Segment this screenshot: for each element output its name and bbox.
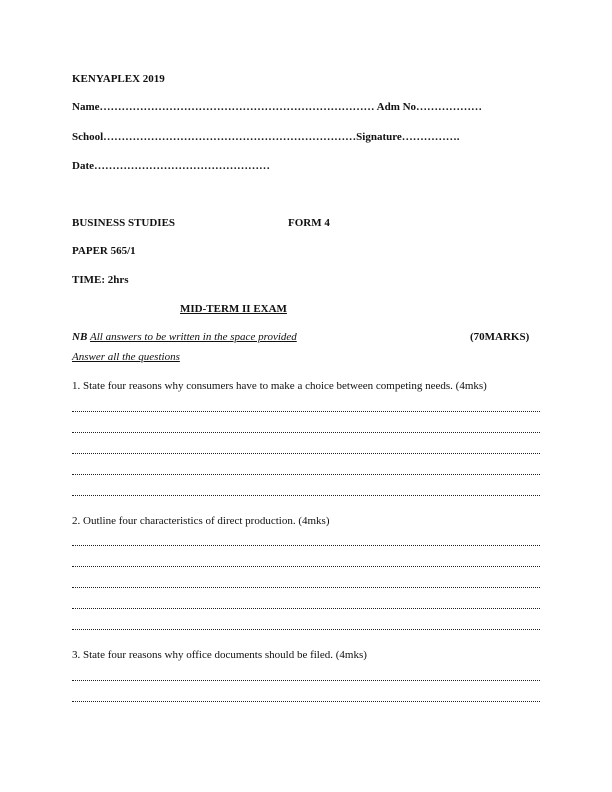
- answer-line[interactable]: [72, 411, 540, 412]
- nb-instruction: [72, 331, 297, 343]
- exam-title: MID-TERM II EXAM: [180, 303, 287, 315]
- answer-line[interactable]: [72, 680, 540, 681]
- nb-text: All answers to be written in the space provided: [90, 331, 297, 343]
- answer-line[interactable]: [72, 566, 540, 567]
- question-2: 2. Outline four characteristics of direct production. (4mks): [72, 515, 330, 527]
- school-signature-line: School……………………………………………………………Signature…………….: [72, 131, 460, 143]
- answer-line[interactable]: [72, 545, 540, 546]
- answer-all-instruction: Answer all the questions: [72, 351, 180, 363]
- subject-label: BUSINESS STUDIES: [72, 217, 176, 229]
- answer-line[interactable]: [72, 432, 540, 433]
- answer-line[interactable]: [72, 701, 540, 702]
- answer-line[interactable]: [72, 474, 540, 475]
- total-marks: (70MARKS): [470, 331, 530, 343]
- time-label: TIME: 2hrs: [72, 274, 129, 286]
- org-year: KENYAPLEX 2019: [72, 73, 165, 85]
- answer-line[interactable]: [72, 587, 540, 588]
- question-1: 1. State four reasons why consumers have to make a choice between competing needs. (4mks): [72, 380, 487, 392]
- answer-line[interactable]: [72, 495, 540, 496]
- nb-label: NB: [72, 331, 88, 343]
- answer-line[interactable]: [72, 629, 540, 630]
- form-label: FORM 4: [288, 217, 330, 229]
- question-3: 3. State four reasons why office documents should be filed. (4mks): [72, 649, 367, 661]
- answer-line[interactable]: [72, 608, 540, 609]
- answer-line[interactable]: [72, 453, 540, 454]
- paper-code: PAPER 565/1: [72, 245, 136, 257]
- name-adm-line: Name………………………………………………………………… Adm No………………: [72, 101, 483, 113]
- date-line: Date…………………………………………: [72, 160, 270, 172]
